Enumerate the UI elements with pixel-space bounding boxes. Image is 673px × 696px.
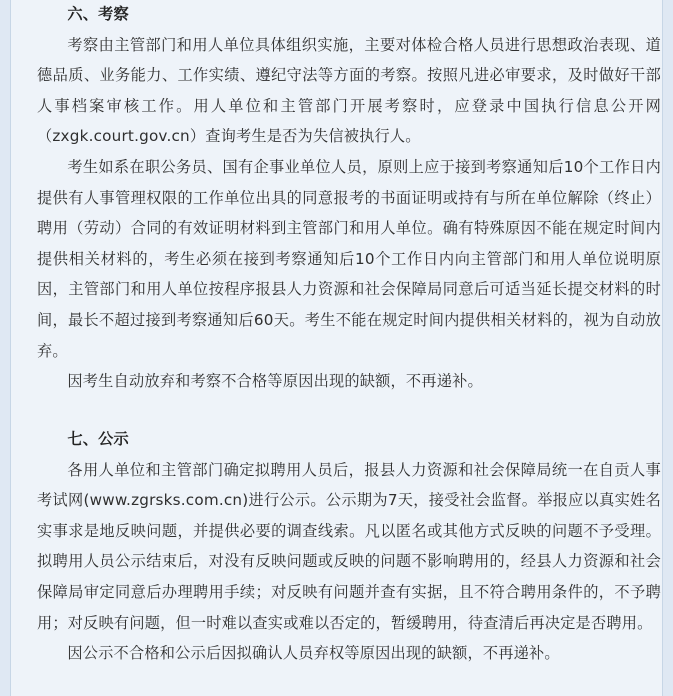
section-publicity — [37, 424, 661, 669]
paragraph: 因公示不合格和公示后因拟确认人员弃权等原因出现的缺额，不再递补。 — [67, 644, 560, 663]
section-heading: 七、公示 — [67, 430, 129, 448]
paragraph: 考察由主管部门和用人单位具体组织实施，主要对体检合格人员进行思想政治表现、道德品质、业务能力、工作实绩、遵纪守法等方面的考察。按照凡进必审要求，及时做好干部人事档案审核工作。用人单位和主管部门开展考察时，应登录中国执行信息公开网（zxgk.court.gov.cn）查询考生是否为失信被执行人。 — [37, 35, 661, 146]
article-frame — [10, 0, 663, 696]
section-inspection — [37, 0, 661, 397]
paragraph: 考生如系在职公务员、国有企事业单位人员，原则上应于接到考察通知后10个工作日内提供有人事管理权限的工作单位出具的同意报考的书面证明或持有与所在单位解除（终止）聘用（劳动）合同的有效证明材料到主管部门和用人单位。确有特殊原因不能在规定时间内提供相关材料的，考生必须在接到考察通知后10个工作日内向主管部门和用人单位说明原因，主管部门和用人单位按程序报县人力资源和社会保障局同意后可适当延长提交材料的时间，最长不超过接到考察通知后60天。考生不能在规定时间内提供相关材料的，视为自动放弃。 — [37, 157, 661, 360]
paragraph: 因考生自动放弃和考察不合格等原因出现的缺额，不再递补。 — [67, 372, 483, 391]
paragraph: 各用人单位和主管部门确定拟聘用人员后，报县人力资源和社会保障局统一在自贡人事考试网(www.zgrsks.com.cn)进行公示。公示期为7天，接受社会监督。举报应以真实姓名实事求是地反映问题，并提供必要的调查线索。凡以匿名或其他方式反映的问题不予受理。拟聘用人员公示结束后，对没有反映问题或反映的问题不影响聘用的，经县人力资源和社会保障局审定同意后办理聘用手续；对反映有问题并查有实据，且不符合聘用条件的，不予聘用；对反映有问题，但一时难以查实或难以否定的，暂缓聘用，待查清后再决定是否聘用。 — [37, 460, 661, 632]
section-heading: 六、考察 — [67, 5, 129, 23]
